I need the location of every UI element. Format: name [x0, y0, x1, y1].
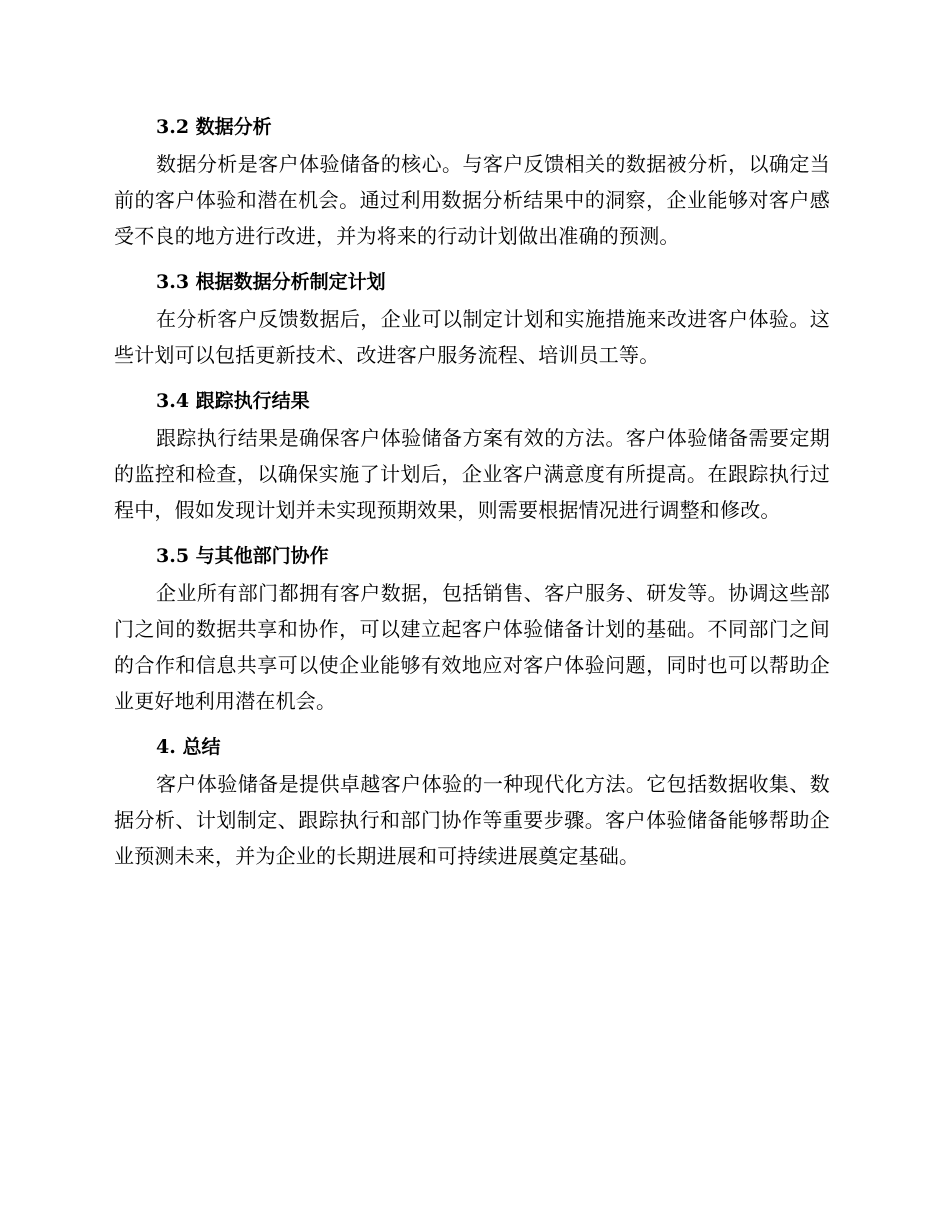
section-heading-4: 4. 总结: [156, 736, 221, 758]
section-heading-3-5: 3.5 与其他部门协作: [156, 545, 329, 567]
document-content: [114, 108, 830, 883]
section-body-4: 客户体验储备是提供卓越客户体验的一种现代化方法。它包括数据收集、数据分析、计划制定、跟踪执行和部门协作等重要步骤。客户体验储备能够帮助企业预测未来，并为企业的长期进展和可持续进展奠定基础。: [114, 772, 830, 868]
section-heading-3-4: 3.4 跟踪执行结果: [156, 390, 310, 412]
section-heading-3-3: 3.3 根据数据分析制定计划: [156, 271, 386, 293]
section-body-3-2: 数据分析是客户体验储备的核心。与客户反馈相关的数据被分析，以确定当前的客户体验和潜在机会。通过利用数据分析结果中的洞察，企业能够对客户感受不良的地方进行改进，并为将来的行动计划做出准确的预测。: [114, 152, 830, 248]
section-heading-3-2: 3.2 数据分析: [156, 116, 272, 138]
section-body-3-5: 企业所有部门都拥有客户数据，包括销售、客户服务、研发等。协调这些部门之间的数据共享和协作，可以建立起客户体验储备计划的基础。不同部门之间的合作和信息共享可以使企业能够有效地应对客户体验问题，同时也可以帮助企业更好地利用潜在机会。: [114, 581, 830, 713]
section-body-3-3: 在分析客户反馈数据后，企业可以制定计划和实施措施来改进客户体验。这些计划可以包括更新技术、改进客户服务流程、培训员工等。: [114, 307, 830, 367]
section-body-3-4: 跟踪执行结果是确保客户体验储备方案有效的方法。客户体验储备需要定期的监控和检查，以确保实施了计划后，企业客户满意度有所提高。在跟踪执行过程中，假如发现计划并未实现预期效果，则需要根据情况进行调整和修改。: [114, 426, 830, 522]
